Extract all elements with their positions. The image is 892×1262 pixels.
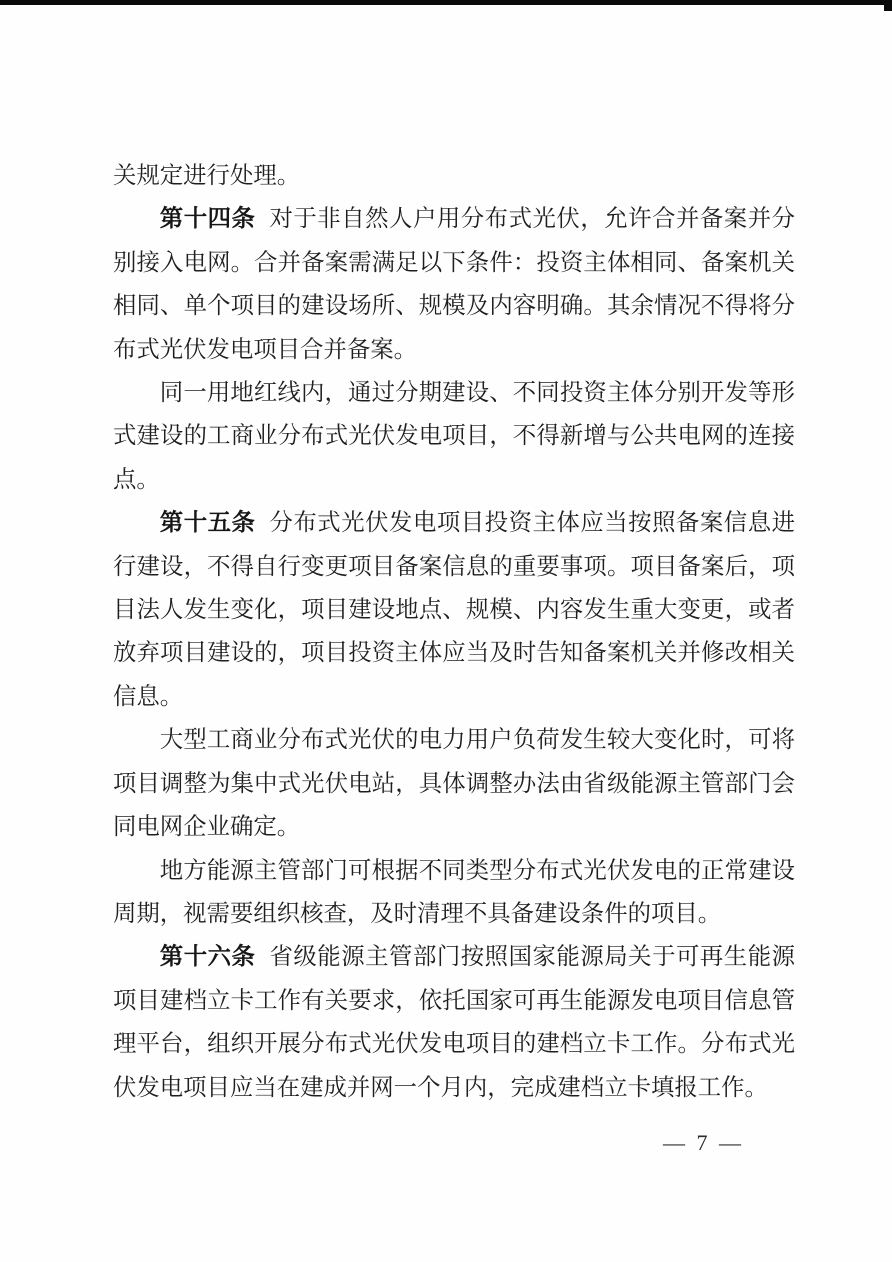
article-paragraph xyxy=(113,936,795,1110)
document-body xyxy=(113,155,795,1110)
paragraph-text: 同一用地红线内，通过分期建设、不同投资主体分别开发等形式建设的工商业分布式光伏发电项目，不得新增与公共电网的连接点。 xyxy=(113,380,795,493)
scan-edge-top xyxy=(0,0,892,5)
paragraph-text: 大型工商业分布式光伏的电力用户负荷发生较大变化时，可将项目调整为集中式光伏电站，具体调整办法由省级能源主管部门会同电网企业确定。 xyxy=(113,727,795,841)
page-number: — 7 — xyxy=(663,1130,744,1155)
body-paragraph xyxy=(113,372,795,502)
article-number: 第十五条 xyxy=(159,510,256,537)
body-paragraph xyxy=(113,155,795,198)
paragraph-text: 关规定进行处理。 xyxy=(113,163,301,189)
article-number: 第十四条 xyxy=(159,206,256,233)
body-paragraph xyxy=(113,850,795,937)
paragraph-text: 地方能源主管部门可根据不同类型分布式光伏发电的正常建设周期，视需要组织核查，及时清理不具备建设条件的项目。 xyxy=(113,857,795,927)
article-paragraph xyxy=(113,502,795,719)
article-number: 第十六条 xyxy=(159,944,256,971)
article-paragraph xyxy=(113,198,795,372)
paragraph-text: 省级能源主管部门按照国家能源局关于可再生能源项目建档立卡工作有关要求，依托国家可再生能源发电项目信息管理平台，组织开展分布式光伏发电项目的建档立卡工作。分布式光伏发电项目应当在建成并网一个月内，完成建档立卡填报工作。 xyxy=(113,944,796,1101)
paragraph-text: 分布式光伏发电项目投资主体应当按照备案信息进行建设，不得自行变更项目备案信息的重要事项。项目备案后，项目法人发生变化，项目建设地点、规模、内容发生重大变更，或者放弃项目建设的，项目投资主体应当及时告知备案机关并修改相关信息。 xyxy=(113,510,796,710)
paragraph-text: 对于非自然人户用分布式光伏，允许合并备案并分别接入电网。合并备案需满足以下条件：投资主体相同、备案机关相同、单个项目的建设场所、规模及内容明确。其余情况不得将分布式光伏发电项目合并备案。 xyxy=(113,206,796,363)
body-paragraph xyxy=(113,719,795,849)
scan-edge-corner xyxy=(884,0,892,11)
